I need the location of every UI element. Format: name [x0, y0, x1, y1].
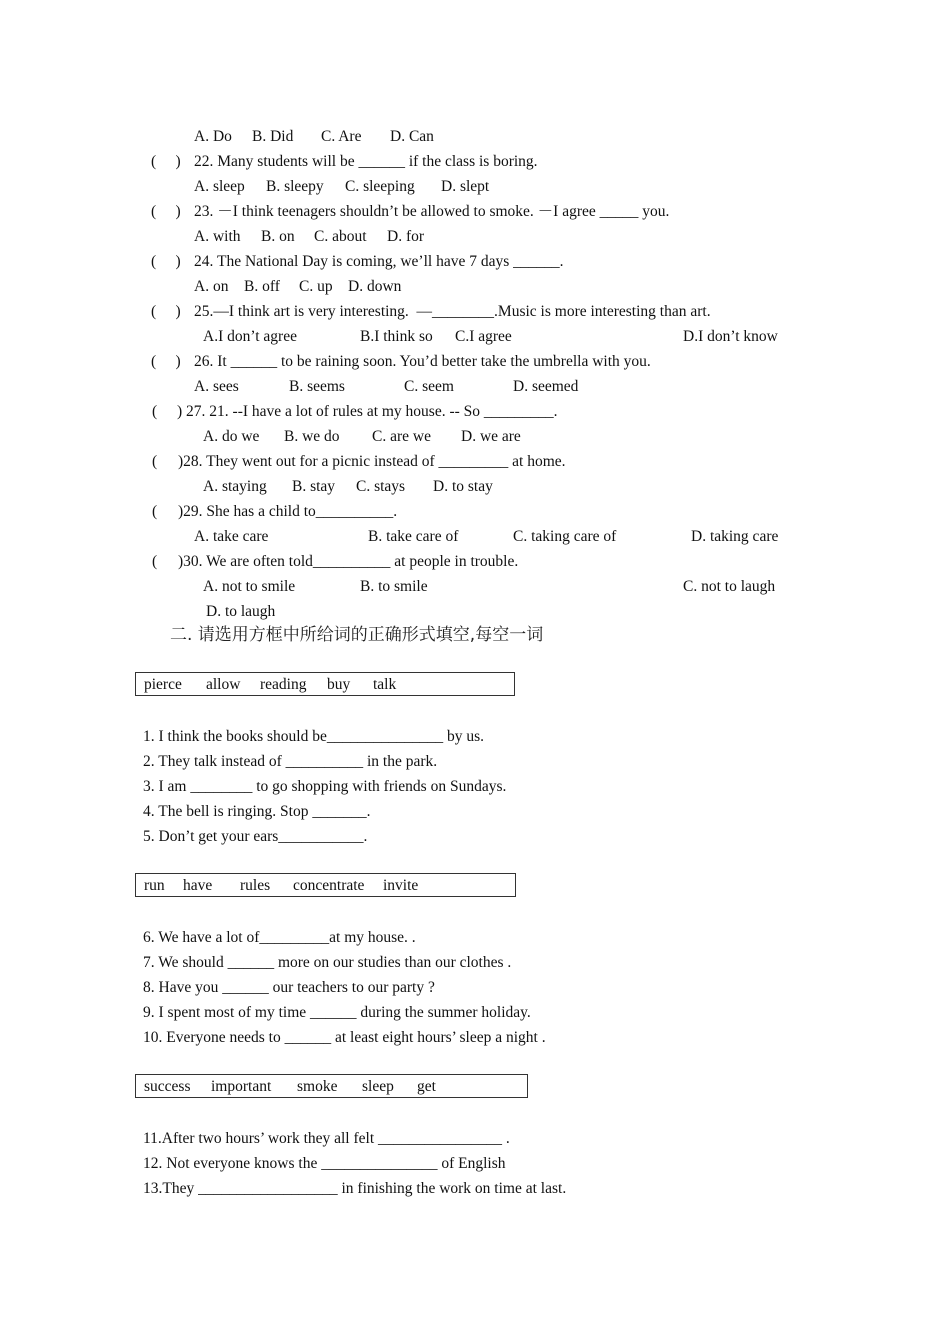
q22-option-b: B. sleepy: [266, 178, 324, 195]
fill-sentence-13: 13.They __________________ in finishing the work on time at last.: [143, 1180, 567, 1197]
word-box-2-word: run: [144, 877, 165, 894]
word-box-1-word: buy: [327, 676, 351, 693]
word-box-2-word: invite: [383, 877, 419, 894]
fill-sentence-10: 10. Everyone needs to ______ at least eight hours’ sleep a night .: [143, 1029, 546, 1046]
fill-sentence-2: 2. They talk instead of __________ in the park.: [143, 753, 438, 770]
q26-option-d: D. seemed: [513, 378, 579, 395]
q27-option-d: D. we are: [461, 428, 521, 445]
q30-option-b: B. to smile: [360, 578, 428, 595]
q21-option-c: C. Are: [321, 128, 362, 145]
q27-option-b: B. we do: [284, 428, 340, 445]
q22-option-d: D. slept: [441, 178, 490, 195]
fill-sentence-5: 5. Don’t get your ears___________.: [143, 828, 368, 845]
q25-paren: ( ): [151, 303, 181, 320]
q24-stem: 24. The National Day is coming, we’ll have 7 days ______.: [194, 253, 564, 270]
q29-option-c: C. taking care of: [513, 528, 617, 545]
q25-option-a: A.I don’t agree: [203, 328, 297, 345]
q24-option-b: B. off: [244, 278, 280, 295]
q29-paren: (: [152, 503, 158, 520]
q21-option-a: A. Do: [194, 128, 232, 145]
q21-option-b: B. Did: [252, 128, 294, 145]
word-box-2: [135, 873, 516, 897]
q26-option-b: B. seems: [289, 378, 345, 395]
q28-stem: )28. They went out for a picnic instead of _________ at home.: [178, 453, 566, 470]
word-box-2-word: rules: [240, 877, 271, 894]
word-box-2-word: have: [183, 877, 213, 894]
q23-option-a: A. with: [194, 228, 241, 245]
q25-stem: 25.—I think art is very interesting. —________.Music is more interesting than art.: [194, 303, 711, 320]
q30-option-d: D. to laugh: [206, 603, 276, 620]
fill-sentence-4: 4. The bell is ringing. Stop _______.: [143, 803, 371, 820]
q29-option-d: D. taking care: [691, 528, 779, 545]
word-box-1-word: reading: [260, 676, 307, 693]
q22-paren: ( ): [151, 153, 181, 170]
q24-option-c: C. up: [299, 278, 333, 295]
q25-option-c: C.I agree: [455, 328, 512, 345]
fill-sentence-11: 11.After two hours’ work they all felt ________________ .: [143, 1130, 510, 1147]
word-box-3-word: important: [211, 1078, 272, 1095]
q24-option-d: D. down: [348, 278, 402, 295]
word-box-3: [135, 1074, 528, 1098]
section-heading: 二. 请选用方框中所给词的正确形式填空,每空一词: [170, 625, 544, 645]
q30-stem: )30. We are often told__________ at people in trouble.: [178, 553, 519, 570]
q25-option-d: D.I don’t know: [683, 328, 778, 345]
q27-paren: (: [152, 403, 158, 420]
fill-sentence-3: 3. I am ________ to go shopping with friends on Sundays.: [143, 778, 507, 795]
q28-paren: (: [152, 453, 158, 470]
q28-option-d: D. to stay: [433, 478, 493, 495]
fill-sentence-8: 8. Have you ______ our teachers to our party ?: [143, 979, 435, 996]
word-box-3-word: get: [417, 1078, 436, 1095]
q26-option-a: A. sees: [194, 378, 239, 395]
q26-paren: ( ): [151, 353, 181, 370]
q29-option-b: B. take care of: [368, 528, 459, 545]
q29-stem: )29. She has a child to__________.: [178, 503, 398, 520]
q23-stem: 23. －I think teenagers shouldn’t be allowed to smoke. －I agree _____ you.: [194, 203, 670, 220]
word-box-1: [135, 672, 515, 696]
q30-option-a: A. not to smile: [203, 578, 296, 595]
word-box-1-word: pierce: [144, 676, 182, 693]
fill-sentence-12: 12. Not everyone knows the _______________ of English: [143, 1155, 506, 1172]
q23-paren: ( ): [151, 203, 181, 220]
q29-option-a: A. take care: [194, 528, 269, 545]
word-box-1-word: talk: [373, 676, 397, 693]
q21-option-d: D. Can: [390, 128, 434, 145]
q26-stem: 26. It ______ to be raining soon. You’d better take the umbrella with you.: [194, 353, 651, 370]
q30-option-c: C. not to laugh: [683, 578, 776, 595]
fill-sentence-1: 1. I think the books should be_______________ by us.: [143, 728, 484, 745]
fill-sentence-6: 6. We have a lot of_________at my house. .: [143, 929, 416, 946]
q23-option-b: B. on: [261, 228, 295, 245]
q28-option-b: B. stay: [292, 478, 336, 495]
word-box-1-word: allow: [206, 676, 241, 693]
q23-option-c: C. about: [314, 228, 367, 245]
word-box-2-word: concentrate: [293, 877, 365, 894]
word-box-3-word: success: [144, 1078, 191, 1095]
fill-sentence-9: 9. I spent most of my time ______ during the summer holiday.: [143, 1004, 531, 1021]
q28-option-c: C. stays: [356, 478, 406, 495]
q27-stem: ) 27. 21. --I have a lot of rules at my house. -- So _________.: [177, 403, 558, 420]
q24-option-a: A. on: [194, 278, 229, 295]
q26-option-c: C. seem: [404, 378, 454, 395]
q23-option-d: D. for: [387, 228, 425, 245]
q28-option-a: A. staying: [203, 478, 267, 495]
q22-option-c: C. sleeping: [345, 178, 415, 195]
fill-sentence-7: 7. We should ______ more on our studies than our clothes .: [143, 954, 512, 971]
q24-paren: ( ): [151, 253, 181, 270]
word-box-3-word: smoke: [297, 1078, 338, 1095]
q22-stem: 22. Many students will be ______ if the class is boring.: [194, 153, 538, 170]
q27-option-a: A. do we: [203, 428, 260, 445]
q27-option-c: C. are we: [372, 428, 431, 445]
q25-option-b: B.I think so: [360, 328, 433, 345]
q22-option-a: A. sleep: [194, 178, 245, 195]
q30-paren: (: [152, 553, 158, 570]
word-box-3-word: sleep: [362, 1078, 394, 1095]
